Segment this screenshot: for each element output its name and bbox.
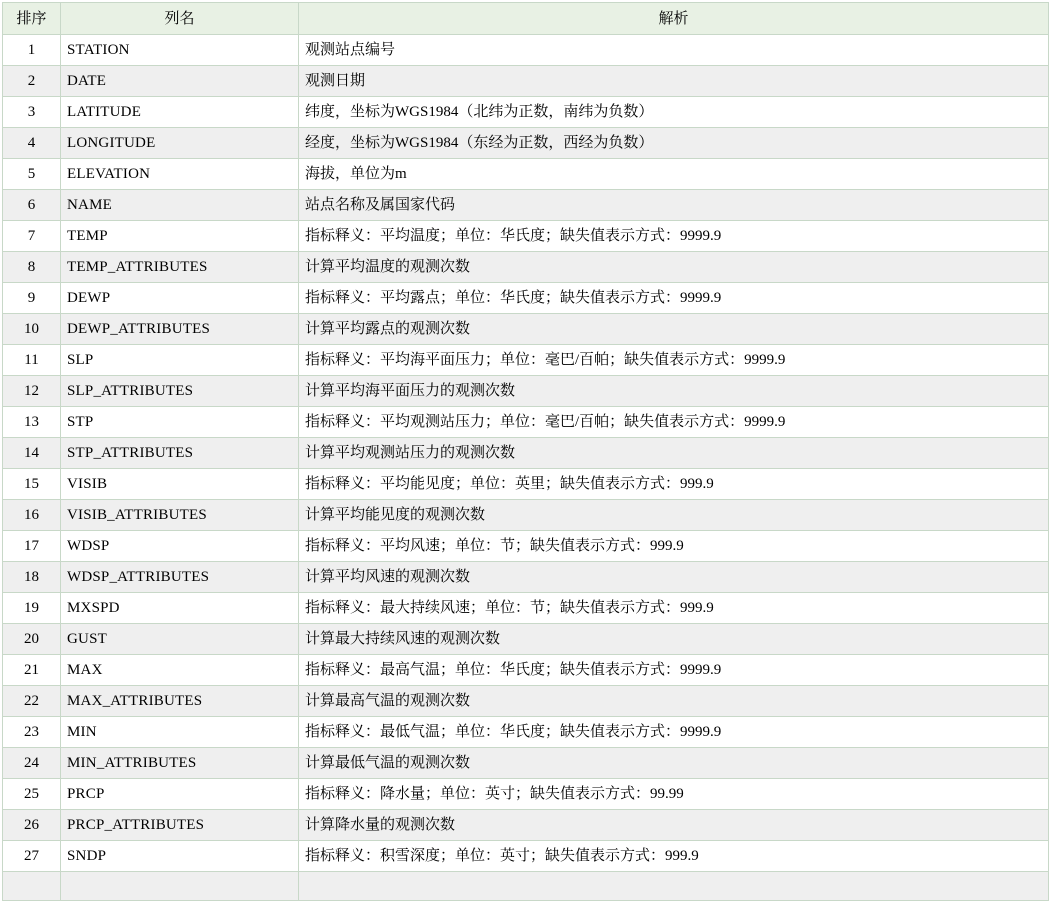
cell-column-name: DEWP_ATTRIBUTES bbox=[61, 314, 299, 345]
header-order: 排序 bbox=[3, 3, 61, 35]
cell-order: 11 bbox=[3, 345, 61, 376]
table-row bbox=[3, 283, 1049, 314]
cell-column-name: NAME bbox=[61, 190, 299, 221]
cell-column-name: PRCP_ATTRIBUTES bbox=[61, 810, 299, 841]
cell-description: 指标释义：积雪深度；单位：英寸；缺失值表示方式：999.9 bbox=[299, 841, 1049, 872]
cell-column-name: WDSP bbox=[61, 531, 299, 562]
table-row bbox=[3, 376, 1049, 407]
cell-order: 15 bbox=[3, 469, 61, 500]
cell-column-name: STATION bbox=[61, 35, 299, 66]
cell-description: 计算平均海平面压力的观测次数 bbox=[299, 376, 1049, 407]
cell-order: 19 bbox=[3, 593, 61, 624]
table-row bbox=[3, 128, 1049, 159]
cell-column-name: GUST bbox=[61, 624, 299, 655]
cell-order: 14 bbox=[3, 438, 61, 469]
cell-order: 12 bbox=[3, 376, 61, 407]
cell-description: 指标释义：平均风速；单位：节；缺失值表示方式：999.9 bbox=[299, 531, 1049, 562]
cell-order: 24 bbox=[3, 748, 61, 779]
table-row bbox=[3, 748, 1049, 779]
cell-description: 计算降水量的观测次数 bbox=[299, 810, 1049, 841]
cell-description: 计算最高气温的观测次数 bbox=[299, 686, 1049, 717]
cell-column-name: VISIB_ATTRIBUTES bbox=[61, 500, 299, 531]
cell-column-name: MIN bbox=[61, 717, 299, 748]
cell-description: 指标释义：平均能见度；单位：英里；缺失值表示方式：999.9 bbox=[299, 469, 1049, 500]
column-description-table bbox=[2, 2, 1049, 901]
cell-order bbox=[3, 872, 61, 901]
cell-description: 指标释义：平均温度；单位：华氏度；缺失值表示方式：9999.9 bbox=[299, 221, 1049, 252]
cell-description: 计算平均露点的观测次数 bbox=[299, 314, 1049, 345]
table-row bbox=[3, 717, 1049, 748]
cell-order: 1 bbox=[3, 35, 61, 66]
cell-order: 7 bbox=[3, 221, 61, 252]
cell-column-name: SLP bbox=[61, 345, 299, 376]
cell-order: 5 bbox=[3, 159, 61, 190]
table-row bbox=[3, 35, 1049, 66]
cell-order: 27 bbox=[3, 841, 61, 872]
table-row bbox=[3, 407, 1049, 438]
cell-column-name: STP_ATTRIBUTES bbox=[61, 438, 299, 469]
cell-order: 10 bbox=[3, 314, 61, 345]
table-row bbox=[3, 438, 1049, 469]
cell-order: 4 bbox=[3, 128, 61, 159]
cell-order: 13 bbox=[3, 407, 61, 438]
cell-description: 计算平均温度的观测次数 bbox=[299, 252, 1049, 283]
cell-column-name: PRCP bbox=[61, 779, 299, 810]
table-row bbox=[3, 345, 1049, 376]
cell-order: 26 bbox=[3, 810, 61, 841]
cell-description: 站点名称及属国家代码 bbox=[299, 190, 1049, 221]
cell-description: 计算平均能见度的观测次数 bbox=[299, 500, 1049, 531]
cell-order: 3 bbox=[3, 97, 61, 128]
cell-order: 20 bbox=[3, 624, 61, 655]
table-row bbox=[3, 624, 1049, 655]
cell-column-name: LATITUDE bbox=[61, 97, 299, 128]
cell-order: 22 bbox=[3, 686, 61, 717]
cell-description: 指标释义：平均观测站压力；单位：毫巴/百帕；缺失值表示方式：9999.9 bbox=[299, 407, 1049, 438]
cell-column-name: LONGITUDE bbox=[61, 128, 299, 159]
cell-order: 23 bbox=[3, 717, 61, 748]
header-desc: 解析 bbox=[299, 3, 1049, 35]
table-row bbox=[3, 655, 1049, 686]
cell-description: 海拔，单位为m bbox=[299, 159, 1049, 190]
table-row bbox=[3, 97, 1049, 128]
cell-order: 25 bbox=[3, 779, 61, 810]
cell-description: 指标释义：降水量；单位：英寸；缺失值表示方式：99.99 bbox=[299, 779, 1049, 810]
table-row bbox=[3, 314, 1049, 345]
table-row bbox=[3, 221, 1049, 252]
cell-description: 指标释义：最大持续风速；单位：节；缺失值表示方式：999.9 bbox=[299, 593, 1049, 624]
table-row bbox=[3, 531, 1049, 562]
cell-order: 2 bbox=[3, 66, 61, 97]
table-row bbox=[3, 841, 1049, 872]
cell-description bbox=[299, 872, 1049, 901]
table-row bbox=[3, 686, 1049, 717]
cell-order: 18 bbox=[3, 562, 61, 593]
cell-column-name: MIN_ATTRIBUTES bbox=[61, 748, 299, 779]
table-row bbox=[3, 562, 1049, 593]
cell-description: 计算平均风速的观测次数 bbox=[299, 562, 1049, 593]
cell-order: 16 bbox=[3, 500, 61, 531]
table-row bbox=[3, 593, 1049, 624]
cell-description: 观测站点编号 bbox=[299, 35, 1049, 66]
cell-column-name: MXSPD bbox=[61, 593, 299, 624]
cell-description: 纬度，坐标为WGS1984（北纬为正数，南纬为负数） bbox=[299, 97, 1049, 128]
table-row bbox=[3, 779, 1049, 810]
table-row bbox=[3, 159, 1049, 190]
table-body bbox=[3, 35, 1049, 901]
header-name: 列名 bbox=[61, 3, 299, 35]
table-row bbox=[3, 252, 1049, 283]
cell-description: 指标释义：平均露点；单位：华氏度；缺失值表示方式：9999.9 bbox=[299, 283, 1049, 314]
cell-description: 计算平均观测站压力的观测次数 bbox=[299, 438, 1049, 469]
cell-order: 6 bbox=[3, 190, 61, 221]
table-header bbox=[3, 3, 1049, 35]
cell-description: 计算最低气温的观测次数 bbox=[299, 748, 1049, 779]
cell-order: 21 bbox=[3, 655, 61, 686]
cell-column-name: STP bbox=[61, 407, 299, 438]
cell-column-name: DATE bbox=[61, 66, 299, 97]
cell-description: 指标释义：最高气温；单位：华氏度；缺失值表示方式：9999.9 bbox=[299, 655, 1049, 686]
cell-description: 指标释义：平均海平面压力；单位：毫巴/百帕；缺失值表示方式：9999.9 bbox=[299, 345, 1049, 376]
cell-description: 计算最大持续风速的观测次数 bbox=[299, 624, 1049, 655]
table-row bbox=[3, 500, 1049, 531]
cell-order: 8 bbox=[3, 252, 61, 283]
cell-column-name: MAX bbox=[61, 655, 299, 686]
table-row bbox=[3, 190, 1049, 221]
table-header-row bbox=[3, 3, 1049, 35]
table-row bbox=[3, 872, 1049, 901]
cell-description: 指标释义：最低气温；单位：华氏度；缺失值表示方式：9999.9 bbox=[299, 717, 1049, 748]
table-row bbox=[3, 66, 1049, 97]
cell-column-name: SNDP bbox=[61, 841, 299, 872]
cell-column-name: TEMP bbox=[61, 221, 299, 252]
cell-column-name: WDSP_ATTRIBUTES bbox=[61, 562, 299, 593]
cell-column-name: TEMP_ATTRIBUTES bbox=[61, 252, 299, 283]
cell-column-name: ELEVATION bbox=[61, 159, 299, 190]
cell-description: 经度，坐标为WGS1984（东经为正数，西经为负数） bbox=[299, 128, 1049, 159]
cell-column-name: MAX_ATTRIBUTES bbox=[61, 686, 299, 717]
cell-column-name: VISIB bbox=[61, 469, 299, 500]
cell-order: 9 bbox=[3, 283, 61, 314]
table-row bbox=[3, 469, 1049, 500]
cell-column-name: DEWP bbox=[61, 283, 299, 314]
table-row bbox=[3, 810, 1049, 841]
cell-column-name: SLP_ATTRIBUTES bbox=[61, 376, 299, 407]
cell-column-name bbox=[61, 872, 299, 901]
cell-order: 17 bbox=[3, 531, 61, 562]
cell-description: 观测日期 bbox=[299, 66, 1049, 97]
